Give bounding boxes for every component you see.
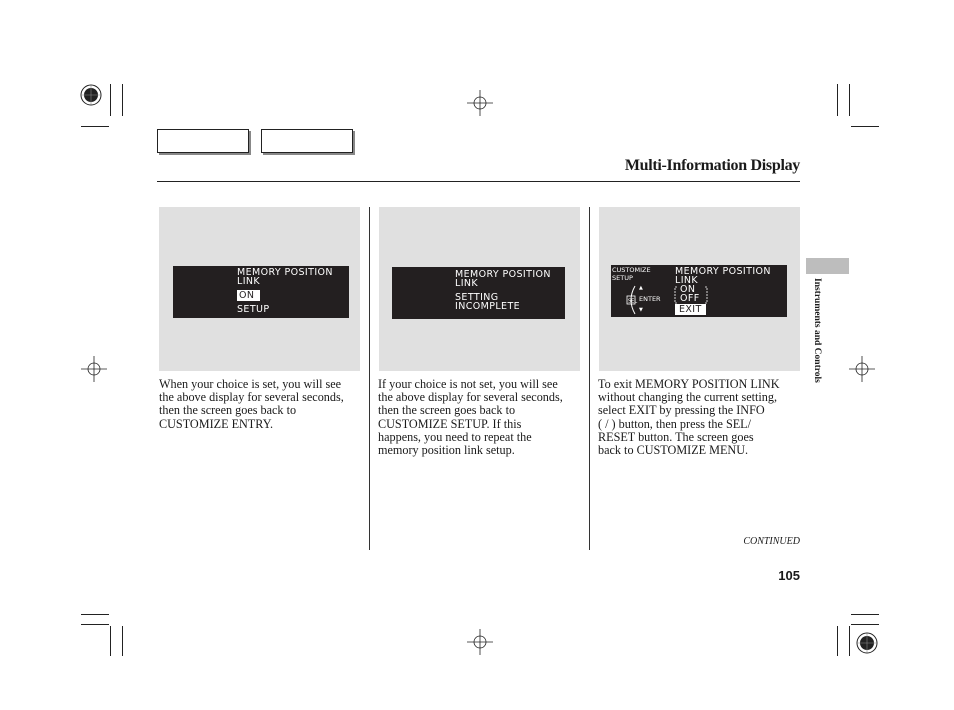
screen-left-label: SETUP: [612, 274, 633, 282]
text-line: ( / ) button, then press the SEL/: [598, 416, 751, 431]
registration-target-icon: [80, 84, 102, 111]
screen-line: LINK: [455, 278, 479, 289]
header-tab-2[interactable]: [261, 129, 353, 153]
screen-left-label: CUSTOMIZE: [612, 266, 651, 274]
text-line: happens, you need to repeat the: [378, 429, 532, 444]
page-number: 105: [778, 568, 800, 583]
display-panel-3: [599, 207, 800, 371]
down-arrow-icon: ▼: [639, 307, 643, 313]
screen-line: MEMORY POSITION: [455, 269, 551, 280]
screen-line: MEMORY POSITION: [237, 267, 333, 278]
crosshair-right-icon: [849, 356, 875, 387]
text-line: the above display for several seconds,: [159, 390, 344, 405]
text-line: RESET button. The screen goes: [598, 429, 754, 444]
crosshair-bottom-icon: [467, 629, 493, 660]
text-line: When your choice is set, you will see: [159, 377, 342, 391]
text-line: the above display for several seconds,: [378, 390, 563, 405]
screen-status-line: INCOMPLETE: [455, 301, 521, 312]
page-title: Multi-Information Display: [624, 157, 800, 174]
section-label: [800, 278, 830, 408]
screen-status-line: SETTING: [455, 292, 499, 303]
text-line: then the screen goes back to: [159, 403, 297, 418]
column-divider: [369, 207, 370, 550]
section-tab[interactable]: [806, 258, 849, 274]
screen-option: SETUP: [237, 304, 270, 315]
screen-option: ON: [680, 284, 696, 295]
display-panel-1: [159, 207, 360, 371]
panel-2-text: [378, 378, 563, 457]
registration-target-icon: [856, 632, 878, 659]
display-screen: [611, 265, 787, 317]
column-divider: [589, 207, 590, 550]
text-line: CUSTOMIZE SETUP. If this: [378, 416, 522, 431]
panel-3-text: [598, 378, 780, 457]
screen-line: LINK: [237, 276, 261, 287]
screen-line: MEMORY POSITION: [675, 266, 771, 277]
screen-option-selected: [237, 291, 260, 301]
text-line: memory position link setup.: [378, 443, 515, 458]
screen-enter-label: ENTER: [639, 295, 661, 303]
crosshair-top-icon: [467, 90, 493, 121]
text-line: then the screen goes back to: [378, 403, 516, 418]
text-line: To exit MEMORY POSITION LINK: [598, 377, 780, 391]
text-line: select EXIT by pressing the INFO: [598, 403, 765, 418]
screen-option-selected-label: ON: [237, 290, 260, 301]
text-line: CUSTOMIZE ENTRY.: [159, 416, 273, 431]
header-tab-1[interactable]: [157, 129, 249, 153]
text-line: back to CUSTOMIZE MENU.: [598, 443, 749, 458]
screen-option-selected: [675, 305, 706, 315]
display-screen: [392, 267, 565, 319]
text-line: without changing the current setting,: [598, 390, 778, 405]
section-label-text: Instruments and Controls: [812, 278, 822, 383]
display-screen: [173, 266, 349, 318]
header-rule: [157, 181, 800, 182]
screen-option: OFF: [680, 293, 700, 304]
svg-text:SEL: SEL: [628, 298, 638, 305]
text-line: If your choice is not set, you will see: [378, 377, 558, 391]
continued-label: CONTINUED: [743, 536, 800, 547]
up-arrow-icon: ▲: [639, 285, 643, 291]
selector-knob-icon: [625, 285, 639, 320]
crosshair-left-icon: [81, 356, 107, 387]
screen-line: LINK: [675, 275, 699, 286]
display-panel-2: [379, 207, 580, 371]
screen-option-selected-label: EXIT: [675, 304, 706, 315]
panel-1-text: [159, 378, 344, 431]
